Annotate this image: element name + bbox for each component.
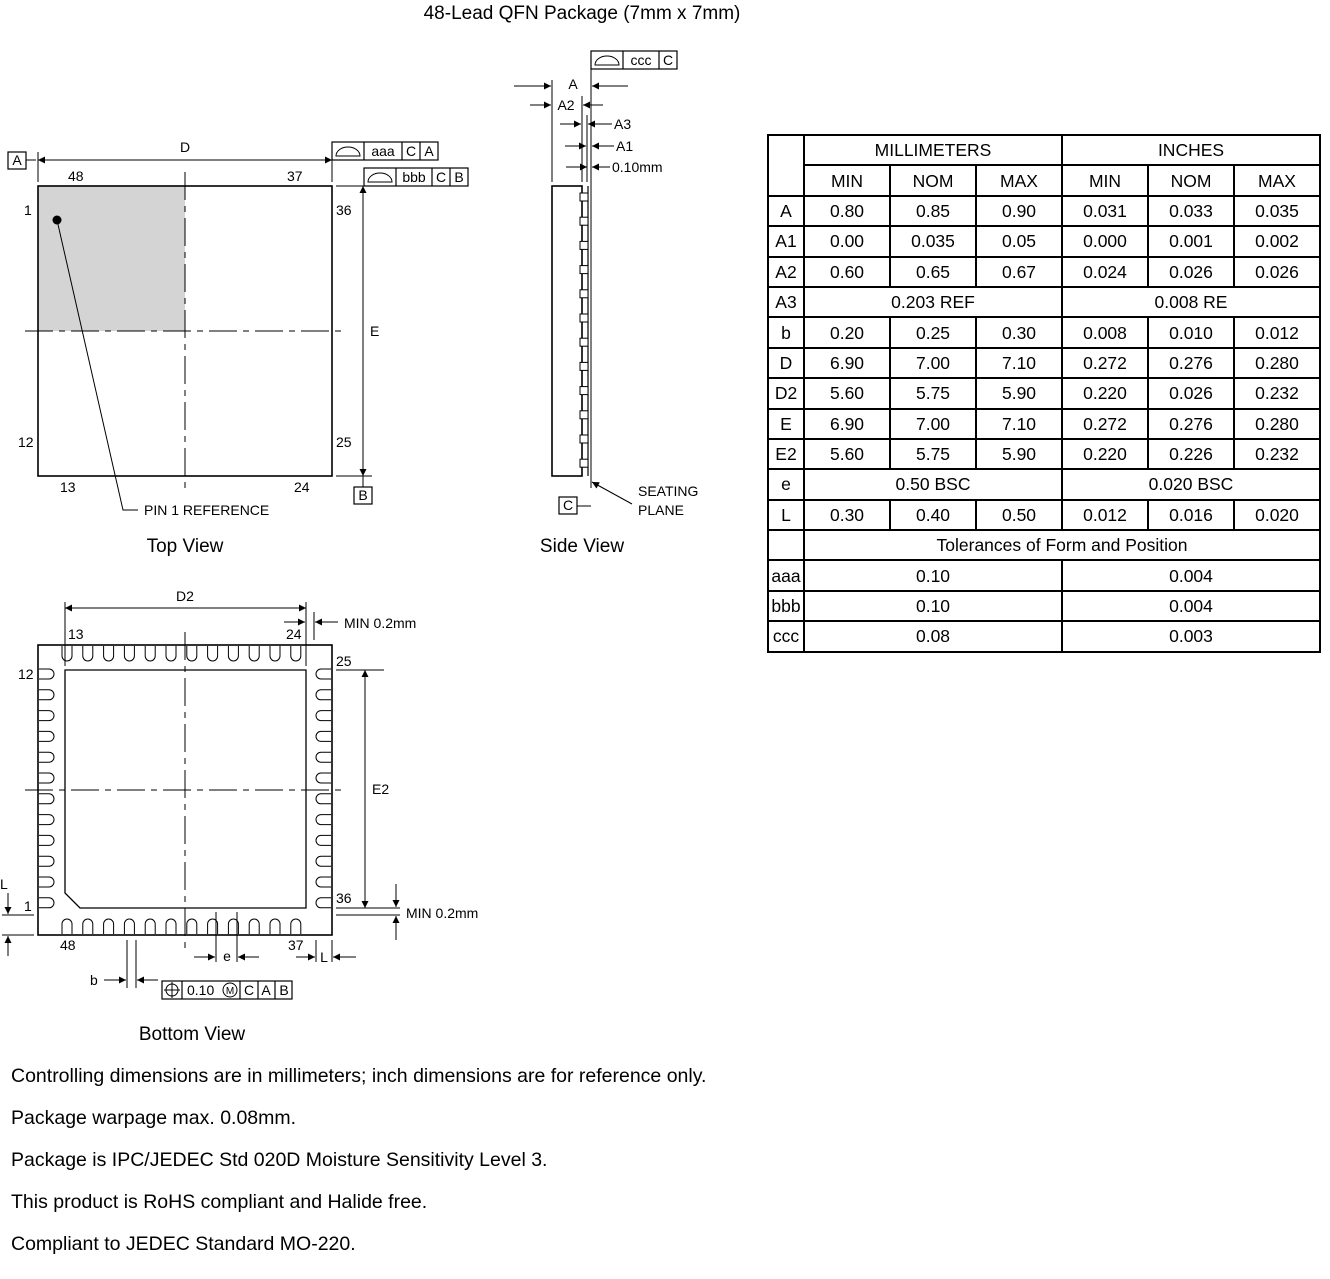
seating-plane-label-2: PLANE xyxy=(638,502,684,518)
min-0-2mm-right-label: MIN 0.2mm xyxy=(406,905,479,921)
bottom-pin-48: 48 xyxy=(60,937,76,953)
pad-right xyxy=(316,669,331,679)
bottom-pin-13: 13 xyxy=(68,626,84,642)
top-pin-37: 37 xyxy=(287,168,303,184)
table-cell: 0.220 xyxy=(1062,378,1148,408)
note: Package warpage max. 0.08mm. xyxy=(11,1107,297,1129)
bottom-pin-12: 12 xyxy=(18,666,34,682)
pad-bottom xyxy=(104,919,114,934)
top-view xyxy=(8,139,468,557)
table-cell: 0.008 RE xyxy=(1062,287,1320,317)
pad-left xyxy=(39,815,54,825)
table-cell: 0.035 xyxy=(1234,196,1320,226)
subheader-cell: MIN xyxy=(804,165,890,195)
pad-right xyxy=(316,731,331,741)
pad-left xyxy=(39,794,54,804)
pad-top xyxy=(62,646,72,661)
pad-left xyxy=(39,752,54,762)
min-0-2mm-top-label: MIN 0.2mm xyxy=(344,615,417,631)
fcf-aaa-datum1: C xyxy=(405,143,417,159)
table-cell: 0.00 xyxy=(804,226,890,256)
table-cell: 0.50 BSC xyxy=(804,469,1062,499)
row-label: L xyxy=(768,500,804,530)
bottom-pin-24: 24 xyxy=(286,626,302,642)
pad-bottom xyxy=(291,919,301,934)
pad-left xyxy=(39,898,54,908)
pad-top xyxy=(145,646,155,661)
table-cell: 0.012 xyxy=(1062,500,1148,530)
fcf-position-tol: 0.10 xyxy=(187,982,215,998)
table-corner-cell xyxy=(768,530,804,560)
row-label: E2 xyxy=(768,439,804,469)
side-pad xyxy=(580,459,588,467)
table-row xyxy=(768,257,1320,287)
pad-top xyxy=(104,646,114,661)
table-cell: 6.90 xyxy=(804,348,890,378)
side-pad xyxy=(580,387,588,395)
table-cell: 0.024 xyxy=(1062,257,1148,287)
top-pin-48: 48 xyxy=(68,168,84,184)
side-pad xyxy=(580,362,588,370)
pad-right xyxy=(316,773,331,783)
row-label: A1 xyxy=(768,226,804,256)
table-row xyxy=(768,560,1320,590)
table-cell: 0.033 xyxy=(1148,196,1234,226)
pad-right xyxy=(316,898,331,908)
row-label: D2 xyxy=(768,378,804,408)
table-cell: 0.10 xyxy=(804,560,1062,590)
pad-top xyxy=(270,646,280,661)
table-row xyxy=(768,378,1320,408)
side-view-caption: Side View xyxy=(539,536,625,557)
table-cell: 0.280 xyxy=(1234,348,1320,378)
table-cell: 0.020 BSC xyxy=(1062,469,1320,499)
table-cell: 0.50 xyxy=(976,500,1062,530)
table-cell: 0.90 xyxy=(976,196,1062,226)
pad-left xyxy=(39,690,54,700)
row-label: E xyxy=(768,409,804,439)
table-cell: 0.67 xyxy=(976,257,1062,287)
pad-right xyxy=(316,815,331,825)
seating-plane-leader xyxy=(592,482,632,504)
pad-bottom xyxy=(187,919,197,934)
table-row xyxy=(768,226,1320,256)
table-cell: 0.30 xyxy=(804,500,890,530)
table-cell: 0.004 xyxy=(1062,591,1320,621)
bottom-pin-1: 1 xyxy=(24,898,32,914)
pad-bottom xyxy=(145,919,155,934)
table-cell: 0.010 xyxy=(1148,317,1234,347)
side-pad xyxy=(580,411,588,419)
table-row xyxy=(768,287,1320,317)
subheader-cell: MAX xyxy=(1234,165,1320,195)
row-label: D xyxy=(768,348,804,378)
table-cell: 5.90 xyxy=(976,439,1062,469)
table-cell: 0.026 xyxy=(1148,378,1234,408)
position-icon xyxy=(164,982,180,998)
dim-l-bottom-label: L xyxy=(320,949,328,965)
table-cell: 0.20 xyxy=(804,317,890,347)
seating-plane-label-1: SEATING xyxy=(638,483,699,499)
pad-right xyxy=(316,711,331,721)
table-cell: 0.60 xyxy=(804,257,890,287)
table-cell: 0.276 xyxy=(1148,409,1234,439)
table-cell: 5.75 xyxy=(890,439,976,469)
top-pin-12: 12 xyxy=(18,434,34,450)
table-cell: 0.08 xyxy=(804,621,1062,651)
table-cell: 0.232 xyxy=(1234,378,1320,408)
table-row xyxy=(768,591,1320,621)
side-body-outline xyxy=(552,186,582,476)
pad-bottom xyxy=(166,919,176,934)
table-cell: 0.232 xyxy=(1234,439,1320,469)
pad-right xyxy=(316,835,331,845)
pad-bottom xyxy=(249,919,259,934)
table-cell: 0.226 xyxy=(1148,439,1234,469)
pad-left xyxy=(39,877,54,887)
table-cell: 0.40 xyxy=(890,500,976,530)
pad-left xyxy=(39,773,54,783)
pad-bottom xyxy=(270,919,280,934)
dim-a-label: A xyxy=(568,76,578,92)
table-row xyxy=(768,317,1320,347)
notes xyxy=(11,1063,706,1273)
pad-left xyxy=(39,711,54,721)
table-cell: 7.00 xyxy=(890,409,976,439)
dim-d-label: D xyxy=(179,139,191,155)
bottom-pin-25: 25 xyxy=(336,653,352,669)
table-header-group-row xyxy=(768,135,1320,165)
note: Package is IPC/JEDEC Std 020D Moisture Sensitivity Level 3. xyxy=(11,1149,548,1171)
fcf-bbb-datum2: B xyxy=(454,169,464,185)
side-pad xyxy=(580,338,588,346)
table-cell: 0.008 xyxy=(1062,317,1148,347)
subheader-cell: NOM xyxy=(890,165,976,195)
pad-right xyxy=(316,794,331,804)
pad-top xyxy=(187,646,197,661)
row-label: A xyxy=(768,196,804,226)
subheader-cell: MIN xyxy=(1062,165,1148,195)
bottom-view xyxy=(0,588,478,1045)
dim-e2-label: E2 xyxy=(372,781,390,797)
table-cell: 7.10 xyxy=(976,348,1062,378)
top-view-caption: Top View xyxy=(146,536,224,557)
fcf-aaa-tol: aaa xyxy=(371,143,395,159)
table-cell: 5.60 xyxy=(804,378,890,408)
note: Compliant to JEDEC Standard MO-220. xyxy=(11,1233,356,1255)
fcf-position-datum1: C xyxy=(243,982,255,998)
pad-top xyxy=(228,646,238,661)
table-cell: 0.203 REF xyxy=(804,287,1062,317)
dimension-table xyxy=(767,134,1321,653)
dim-a2-label: A2 xyxy=(557,97,575,113)
table-corner-cell xyxy=(768,135,804,196)
pad-top xyxy=(166,646,176,661)
row-label: aaa xyxy=(768,560,804,590)
pin1-reference-label: PIN 1 REFERENCE xyxy=(144,502,270,518)
bottom-pin-36: 36 xyxy=(336,890,352,906)
table-cell: 7.10 xyxy=(976,409,1062,439)
dim-a3-label: A3 xyxy=(614,116,632,132)
pad-bottom xyxy=(62,919,72,934)
top-pin-36: 36 xyxy=(336,202,352,218)
pad-right xyxy=(316,752,331,762)
table-cell: 0.220 xyxy=(1062,439,1148,469)
pad-top xyxy=(291,646,301,661)
dim-e-pitch-label: e xyxy=(223,948,231,964)
table-row xyxy=(768,469,1320,499)
top-pin-25: 25 xyxy=(336,434,352,450)
fcf-position-mod: M xyxy=(225,986,235,997)
table-cell: 0.05 xyxy=(976,226,1062,256)
pad-left xyxy=(39,835,54,845)
pad-left xyxy=(39,731,54,741)
top-pin-24: 24 xyxy=(294,479,310,495)
subheader-cell: NOM xyxy=(1148,165,1234,195)
table-cell: 0.25 xyxy=(890,317,976,347)
header-inches: INCHES xyxy=(1062,135,1320,165)
table-cell: 0.272 xyxy=(1062,348,1148,378)
dim-a1-label: A1 xyxy=(616,138,634,154)
fcf-ccc-tol: ccc xyxy=(630,52,652,68)
note: Controlling dimensions are in millimeters; inch dimensions are for reference only. xyxy=(11,1065,707,1087)
table-cell: 0.004 xyxy=(1062,560,1320,590)
side-pad xyxy=(580,435,588,443)
table-cell: 0.026 xyxy=(1234,257,1320,287)
fcf-bbb-datum1: C xyxy=(435,169,447,185)
datum-c-label: C xyxy=(562,497,574,513)
dim-e-label: E xyxy=(370,323,380,339)
fcf-position-datum3: B xyxy=(279,982,289,998)
row-label: b xyxy=(768,317,804,347)
table-cell: 0.85 xyxy=(890,196,976,226)
profile-surface-icon xyxy=(595,56,619,65)
fcf-position-datum2: A xyxy=(261,982,271,998)
pin1-quadrant xyxy=(38,186,185,331)
table-cell: 0.30 xyxy=(976,317,1062,347)
dim-l-left-label: L xyxy=(0,876,8,892)
datum-a-label: A xyxy=(12,152,22,168)
table-cell: 0.80 xyxy=(804,196,890,226)
top-pin-1: 1 xyxy=(24,202,32,218)
dim-010mm-label: 0.10mm xyxy=(612,159,663,175)
side-pad xyxy=(580,290,588,298)
side-pad xyxy=(580,193,588,201)
row-label: bbb xyxy=(768,591,804,621)
table-cell: 5.60 xyxy=(804,439,890,469)
table-subheader-row xyxy=(768,165,1320,195)
bottom-pin-37: 37 xyxy=(288,937,304,953)
pad-top xyxy=(249,646,259,661)
pad-top xyxy=(208,646,218,661)
table-cell: 7.00 xyxy=(890,348,976,378)
table-cell: 0.10 xyxy=(804,591,1062,621)
table-row xyxy=(768,409,1320,439)
header-millimeters: MILLIMETERS xyxy=(804,135,1062,165)
table-cell: 0.016 xyxy=(1148,500,1234,530)
table-cell: 5.75 xyxy=(890,378,976,408)
table-cell: 0.012 xyxy=(1234,317,1320,347)
table-cell: 0.031 xyxy=(1062,196,1148,226)
dim-b-label: b xyxy=(90,972,98,988)
table-row xyxy=(768,348,1320,378)
side-pad xyxy=(580,266,588,274)
tolerance-header-row xyxy=(768,530,1320,560)
pad-left xyxy=(39,856,54,866)
pad-right xyxy=(316,856,331,866)
table-cell: 0.001 xyxy=(1148,226,1234,256)
side-pad xyxy=(580,241,588,249)
drawing-title: 48-Lead QFN Package (7mm x 7mm) xyxy=(423,3,741,24)
table-cell: 0.035 xyxy=(890,226,976,256)
pad-left xyxy=(39,669,54,679)
table-cell: 0.020 xyxy=(1234,500,1320,530)
pad-top xyxy=(124,646,134,661)
bottom-view-caption: Bottom View xyxy=(138,1024,246,1045)
pad-top xyxy=(83,646,93,661)
table-row xyxy=(768,621,1320,651)
table-row xyxy=(768,500,1320,530)
table-cell: 0.272 xyxy=(1062,409,1148,439)
table-row xyxy=(768,196,1320,226)
table-cell: 6.90 xyxy=(804,409,890,439)
profile-surface-icon xyxy=(368,173,392,182)
top-pin-13: 13 xyxy=(60,479,76,495)
table-cell: 0.026 xyxy=(1148,257,1234,287)
dim-d2-label: D2 xyxy=(176,588,194,604)
table-cell: 0.000 xyxy=(1062,226,1148,256)
subheader-cell: MAX xyxy=(976,165,1062,195)
table-cell: 0.65 xyxy=(890,257,976,287)
pad-bottom xyxy=(124,919,134,934)
table-cell: 0.003 xyxy=(1062,621,1320,651)
profile-surface-icon xyxy=(336,147,360,156)
side-view xyxy=(514,51,698,557)
fcf-ccc-datum1: C xyxy=(662,52,674,68)
row-label: A3 xyxy=(768,287,804,317)
note: This product is RoHS compliant and Halide free. xyxy=(11,1191,428,1213)
fcf-aaa-datum2: A xyxy=(424,143,434,159)
table-cell: 0.002 xyxy=(1234,226,1320,256)
fcf-bbb-tol: bbb xyxy=(402,169,426,185)
tolerance-header: Tolerances of Form and Position xyxy=(804,530,1320,560)
row-label: A2 xyxy=(768,257,804,287)
pad-bottom xyxy=(83,919,93,934)
table-cell: 0.276 xyxy=(1148,348,1234,378)
side-pad xyxy=(580,217,588,225)
datum-b-label: B xyxy=(358,487,368,503)
side-pad xyxy=(580,314,588,322)
table-cell: 0.280 xyxy=(1234,409,1320,439)
pad-right xyxy=(316,877,331,887)
pad-right xyxy=(316,690,331,700)
row-label: e xyxy=(768,469,804,499)
table-cell: 5.90 xyxy=(976,378,1062,408)
table-row xyxy=(768,439,1320,469)
row-label: ccc xyxy=(768,621,804,651)
